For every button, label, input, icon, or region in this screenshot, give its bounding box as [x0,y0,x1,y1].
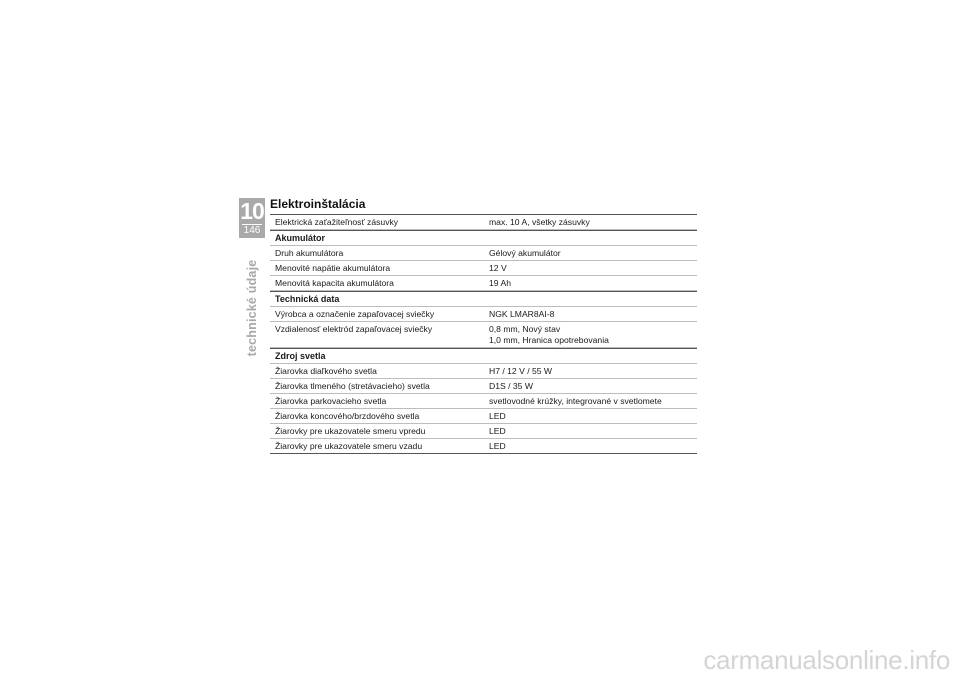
row-value: NGK LMAR8AI-8 [489,309,555,319]
chapter-number: 10 [240,198,264,224]
table-group-heading [270,348,697,364]
spec-table [270,214,697,454]
table-row [270,215,697,230]
row-value: 12 V [489,263,507,273]
section-title: Elektroinštalácia [270,197,366,211]
row-value: H7 / 12 V / 55 W [489,366,553,376]
row-value [489,324,609,346]
row-label: Vzdialenosť elektród zapaľovacej sviečky [275,324,433,334]
table-row [270,307,697,322]
row-value: svetlovodné krúžky, integrované v svetlomete [489,396,662,406]
row-label: Žiarovky pre ukazovatele smeru vpredu [275,426,426,436]
page-number: 146 [243,225,261,236]
table-row [270,322,697,348]
table-row [270,379,697,394]
group-heading-label: Technická data [275,294,340,304]
row-value-line: 0,8 mm, Nový stav [489,324,561,334]
table-group-heading [270,230,697,246]
row-label: Výrobca a označenie zapaľovacej sviečky [275,309,435,319]
row-label: Menovitá kapacita akumulátora [275,278,394,288]
table-group-heading [270,291,697,307]
row-value-line: 1,0 mm, Hranica opotrebovania [489,335,609,345]
table-row [270,424,697,439]
row-value: LED [489,426,506,436]
row-value: Gélový akumulátor [489,248,561,258]
table-row [270,409,697,424]
table-row [270,364,697,379]
row-label: Žiarovka tlmeného (stretávacieho) svetla [275,381,430,391]
row-label: Žiarovky pre ukazovatele smeru vzadu [275,441,423,451]
row-value: LED [489,441,506,451]
table-row [270,276,697,291]
group-heading-label: Akumulátor [275,233,326,243]
chapter-tab [239,198,265,238]
row-value: max. 10 A, všetky zásuvky [489,217,590,227]
table-row [270,394,697,409]
row-label: Žiarovka diaľkového svetla [275,366,377,376]
row-value: D1S / 35 W [489,381,533,391]
watermark-text: carmanualsonline.info [703,645,950,675]
table-row [270,261,697,276]
row-label: Elektrická zaťažiteľnosť zásuvky [275,217,399,227]
chapter-side-title: technické údaje [245,259,259,357]
row-value: LED [489,411,506,421]
row-label: Žiarovka koncového/brzdového svetla [275,411,420,421]
table-row [270,246,697,261]
row-label: Druh akumulátora [275,248,344,258]
row-label: Žiarovka parkovacieho svetla [275,396,387,406]
row-value: 19 Ah [489,278,511,288]
row-label: Menovité napätie akumulátora [275,263,391,273]
group-heading-label: Zdroj svetla [275,351,326,361]
table-row [270,439,697,454]
